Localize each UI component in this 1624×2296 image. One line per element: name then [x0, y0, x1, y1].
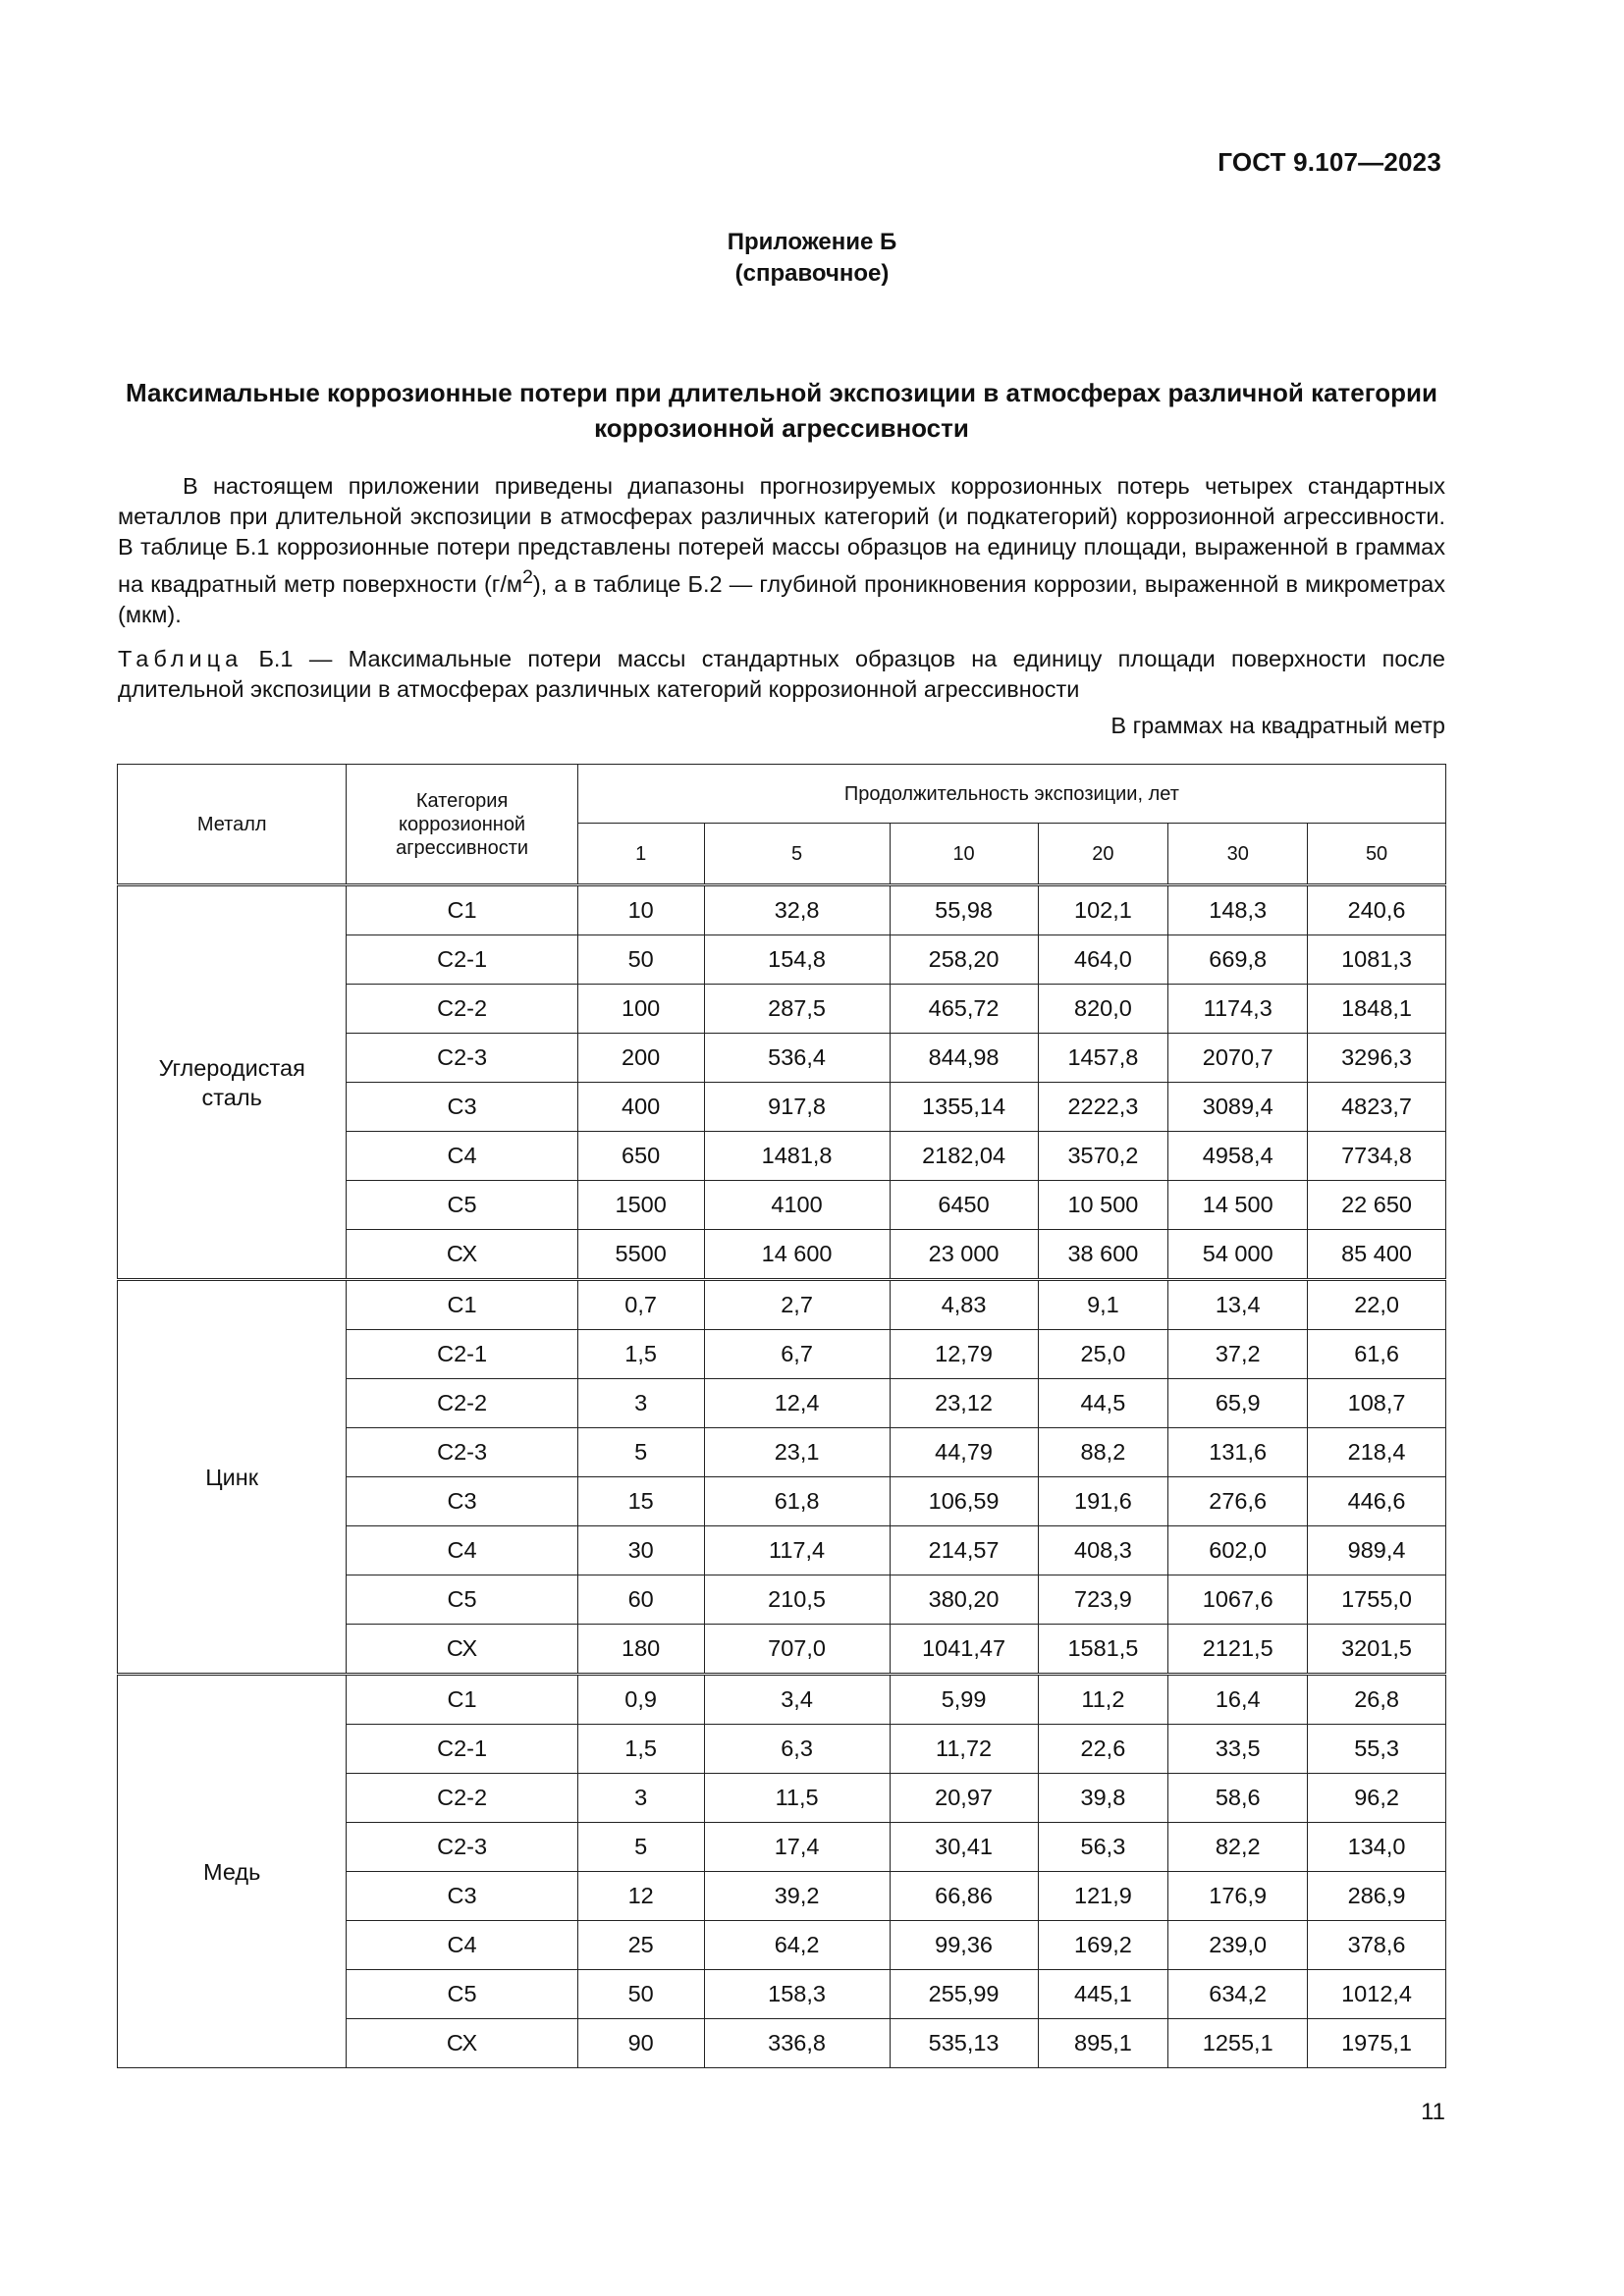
value-cell: 191,6 — [1038, 1477, 1168, 1526]
value-cell: 55,98 — [890, 885, 1038, 935]
value-cell: 17,4 — [704, 1823, 890, 1872]
category-cell: С2-2 — [347, 1774, 577, 1823]
intro-text-part2: ), а в таблице Б.2 — глубиной проникновения коррозии, выраженной в микрометрах (мкм). — [118, 570, 1445, 627]
value-cell: 3 — [577, 1774, 704, 1823]
category-cell: С3 — [347, 1872, 577, 1921]
value-cell: 2070,7 — [1168, 1034, 1308, 1083]
value-cell: 64,2 — [704, 1921, 890, 1970]
value-cell: 9,1 — [1038, 1280, 1168, 1330]
value-cell: 12 — [577, 1872, 704, 1921]
value-cell: 5 — [577, 1823, 704, 1872]
category-cell: С5 — [347, 1181, 577, 1230]
value-cell: 4100 — [704, 1181, 890, 1230]
category-cell: С1 — [347, 1280, 577, 1330]
value-cell: 3 — [577, 1379, 704, 1428]
value-cell: 44,79 — [890, 1428, 1038, 1477]
value-cell: 7734,8 — [1308, 1132, 1446, 1181]
value-cell: 1848,1 — [1308, 985, 1446, 1034]
value-cell: 6450 — [890, 1181, 1038, 1230]
value-cell: 0,9 — [577, 1675, 704, 1725]
corrosion-loss-table — [117, 764, 1446, 2068]
category-cell: С3 — [347, 1083, 577, 1132]
value-cell: 6,7 — [704, 1330, 890, 1379]
value-cell: 446,6 — [1308, 1477, 1446, 1526]
value-cell: 12,4 — [704, 1379, 890, 1428]
value-cell: 33,5 — [1168, 1725, 1308, 1774]
value-cell: 99,36 — [890, 1921, 1038, 1970]
value-cell: 22,6 — [1038, 1725, 1168, 1774]
document-code: ГОСТ 9.107—2023 — [1218, 147, 1441, 177]
value-cell: 55,3 — [1308, 1725, 1446, 1774]
value-cell: 336,8 — [704, 2019, 890, 2068]
header-year: 20 — [1038, 824, 1168, 885]
value-cell: 61,8 — [704, 1477, 890, 1526]
value-cell: 102,1 — [1038, 885, 1168, 935]
value-cell: 100 — [577, 985, 704, 1034]
value-cell: 989,4 — [1308, 1526, 1446, 1575]
value-cell: 1500 — [577, 1181, 704, 1230]
value-cell: 5,99 — [890, 1675, 1038, 1725]
value-cell: 22,0 — [1308, 1280, 1446, 1330]
value-cell: 2,7 — [704, 1280, 890, 1330]
intro-text-part1: В настоящем приложении приведены диапазоны прогнозируемых коррозионных потерь четырех стандартных металлов при длительной экспозиции в атмосферах различных категорий (и подкатегорий) коррозионной агрессивности. В таблице Б.1 коррозионные потери представлены потерей массы образцов на единицу площади, выраженной в граммах на квадратный метр поверхности (г/м — [118, 473, 1445, 597]
category-cell: СХ — [347, 1230, 577, 1280]
header-year: 5 — [704, 824, 890, 885]
value-cell: 3570,2 — [1038, 1132, 1168, 1181]
value-cell: 39,2 — [704, 1872, 890, 1921]
header-year: 50 — [1308, 824, 1446, 885]
value-cell: 400 — [577, 1083, 704, 1132]
value-cell: 14 500 — [1168, 1181, 1308, 1230]
table-caption — [118, 644, 1445, 705]
category-cell: СХ — [347, 2019, 577, 2068]
value-cell: 169,2 — [1038, 1921, 1168, 1970]
value-cell: 1481,8 — [704, 1132, 890, 1181]
value-cell: 535,13 — [890, 2019, 1038, 2068]
table-units: В граммах на квадратный метр — [1110, 713, 1445, 738]
value-cell: 1457,8 — [1038, 1034, 1168, 1083]
value-cell: 465,72 — [890, 985, 1038, 1034]
header-year: 1 — [577, 824, 704, 885]
value-cell: 50 — [577, 1970, 704, 2019]
category-cell: С4 — [347, 1132, 577, 1181]
value-cell: 239,0 — [1168, 1921, 1308, 1970]
header-year: 30 — [1168, 824, 1308, 885]
value-cell: 650 — [577, 1132, 704, 1181]
value-cell: 1755,0 — [1308, 1575, 1446, 1625]
value-cell: 108,7 — [1308, 1379, 1446, 1428]
value-cell: 1081,3 — [1308, 935, 1446, 985]
value-cell: 23,12 — [890, 1379, 1038, 1428]
category-cell: С2-2 — [347, 985, 577, 1034]
value-cell: 3089,4 — [1168, 1083, 1308, 1132]
value-cell: 1255,1 — [1168, 2019, 1308, 2068]
category-cell: С1 — [347, 1675, 577, 1725]
value-cell: 218,4 — [1308, 1428, 1446, 1477]
intro-paragraph — [118, 471, 1445, 630]
value-cell: 1041,47 — [890, 1625, 1038, 1675]
value-cell: 96,2 — [1308, 1774, 1446, 1823]
value-cell: 13,4 — [1168, 1280, 1308, 1330]
value-cell: 1355,14 — [890, 1083, 1038, 1132]
value-cell: 117,4 — [704, 1526, 890, 1575]
value-cell: 50 — [577, 935, 704, 985]
category-cell: СХ — [347, 1625, 577, 1675]
table-body — [118, 885, 1446, 2068]
value-cell: 32,8 — [704, 885, 890, 935]
value-cell: 23,1 — [704, 1428, 890, 1477]
value-cell: 602,0 — [1168, 1526, 1308, 1575]
value-cell: 65,9 — [1168, 1379, 1308, 1428]
value-cell: 30,41 — [890, 1823, 1038, 1872]
value-cell: 38 600 — [1038, 1230, 1168, 1280]
category-cell: С2-3 — [347, 1034, 577, 1083]
value-cell: 1,5 — [577, 1330, 704, 1379]
value-cell: 1,5 — [577, 1725, 704, 1774]
table-caption-text: Б.1 — Максимальные потери массы стандартных образцов на единицу площади поверхности после длительной экспозиции в атмосферах различных категорий коррозионной агрессивности — [118, 646, 1445, 702]
value-cell: 240,6 — [1308, 885, 1446, 935]
value-cell: 4,83 — [890, 1280, 1038, 1330]
value-cell: 378,6 — [1308, 1921, 1446, 1970]
value-cell: 39,8 — [1038, 1774, 1168, 1823]
value-cell: 154,8 — [704, 935, 890, 985]
value-cell: 56,3 — [1038, 1823, 1168, 1872]
value-cell: 210,5 — [704, 1575, 890, 1625]
section-title: Максимальные коррозионные потери при длительной экспозиции в атмосферах различной категории коррозионной агрессивности — [126, 378, 1437, 443]
category-cell: С2-3 — [347, 1428, 577, 1477]
value-cell: 380,20 — [890, 1575, 1038, 1625]
category-cell: С3 — [347, 1477, 577, 1526]
value-cell: 20,97 — [890, 1774, 1038, 1823]
category-cell: С2-1 — [347, 1330, 577, 1379]
value-cell: 11,5 — [704, 1774, 890, 1823]
category-cell: С5 — [347, 1970, 577, 2019]
header-category: Категория коррозионной агрессивности — [347, 765, 577, 885]
value-cell: 408,3 — [1038, 1526, 1168, 1575]
page-number: 11 — [1421, 2099, 1445, 2125]
value-cell: 3,4 — [704, 1675, 890, 1725]
value-cell: 464,0 — [1038, 935, 1168, 985]
value-cell: 85 400 — [1308, 1230, 1446, 1280]
value-cell: 58,6 — [1168, 1774, 1308, 1823]
annex-subtitle: (справочное) — [734, 260, 890, 287]
value-cell: 917,8 — [704, 1083, 890, 1132]
value-cell: 723,9 — [1038, 1575, 1168, 1625]
value-cell: 3201,5 — [1308, 1625, 1446, 1675]
value-cell: 1975,1 — [1308, 2019, 1446, 2068]
value-cell: 37,2 — [1168, 1330, 1308, 1379]
value-cell: 0,7 — [577, 1280, 704, 1330]
value-cell: 131,6 — [1168, 1428, 1308, 1477]
metal-cell: Углеродистая сталь — [118, 885, 347, 1280]
value-cell: 1012,4 — [1308, 1970, 1446, 2019]
category-cell: С2-3 — [347, 1823, 577, 1872]
value-cell: 1067,6 — [1168, 1575, 1308, 1625]
value-cell: 14 600 — [704, 1230, 890, 1280]
value-cell: 23 000 — [890, 1230, 1038, 1280]
value-cell: 66,86 — [890, 1872, 1038, 1921]
category-cell: С4 — [347, 1526, 577, 1575]
value-cell: 634,2 — [1168, 1970, 1308, 2019]
value-cell: 2222,3 — [1038, 1083, 1168, 1132]
value-cell: 134,0 — [1308, 1823, 1446, 1872]
value-cell: 895,1 — [1038, 2019, 1168, 2068]
category-cell: С2-2 — [347, 1379, 577, 1428]
value-cell: 158,3 — [704, 1970, 890, 2019]
value-cell: 1581,5 — [1038, 1625, 1168, 1675]
metal-cell: Медь — [118, 1675, 347, 2068]
value-cell: 286,9 — [1308, 1872, 1446, 1921]
value-cell: 180 — [577, 1625, 704, 1675]
value-cell: 54 000 — [1168, 1230, 1308, 1280]
value-cell: 121,9 — [1038, 1872, 1168, 1921]
value-cell: 5500 — [577, 1230, 704, 1280]
value-cell: 148,3 — [1168, 885, 1308, 935]
value-cell: 844,98 — [890, 1034, 1038, 1083]
value-cell: 536,4 — [704, 1034, 890, 1083]
value-cell: 10 — [577, 885, 704, 935]
value-cell: 16,4 — [1168, 1675, 1308, 1725]
table-row — [118, 885, 1446, 935]
value-cell: 15 — [577, 1477, 704, 1526]
value-cell: 11,72 — [890, 1725, 1038, 1774]
value-cell: 4958,4 — [1168, 1132, 1308, 1181]
value-cell: 44,5 — [1038, 1379, 1168, 1428]
value-cell: 669,8 — [1168, 935, 1308, 985]
value-cell: 12,79 — [890, 1330, 1038, 1379]
metal-cell: Цинк — [118, 1280, 347, 1675]
table-caption-label: Таблица — [118, 646, 244, 671]
category-cell: С4 — [347, 1921, 577, 1970]
value-cell: 25 — [577, 1921, 704, 1970]
table-row — [118, 1675, 1446, 1725]
value-cell: 445,1 — [1038, 1970, 1168, 2019]
value-cell: 88,2 — [1038, 1428, 1168, 1477]
annex-title: Приложение Б — [727, 229, 897, 255]
value-cell: 11,2 — [1038, 1675, 1168, 1725]
value-cell: 90 — [577, 2019, 704, 2068]
table-row — [118, 1280, 1446, 1330]
value-cell: 255,99 — [890, 1970, 1038, 2019]
value-cell: 10 500 — [1038, 1181, 1168, 1230]
header-metal: Металл — [118, 765, 347, 885]
value-cell: 4823,7 — [1308, 1083, 1446, 1132]
value-cell: 30 — [577, 1526, 704, 1575]
value-cell: 5 — [577, 1428, 704, 1477]
intro-superscript: 2 — [522, 566, 533, 588]
value-cell: 214,57 — [890, 1526, 1038, 1575]
category-cell: С1 — [347, 885, 577, 935]
value-cell: 2121,5 — [1168, 1625, 1308, 1675]
category-cell: С2-1 — [347, 1725, 577, 1774]
value-cell: 707,0 — [704, 1625, 890, 1675]
category-cell: С5 — [347, 1575, 577, 1625]
value-cell: 287,5 — [704, 985, 890, 1034]
value-cell: 106,59 — [890, 1477, 1038, 1526]
value-cell: 25,0 — [1038, 1330, 1168, 1379]
value-cell: 26,8 — [1308, 1675, 1446, 1725]
value-cell: 258,20 — [890, 935, 1038, 985]
value-cell: 3296,3 — [1308, 1034, 1446, 1083]
value-cell: 6,3 — [704, 1725, 890, 1774]
value-cell: 176,9 — [1168, 1872, 1308, 1921]
value-cell: 200 — [577, 1034, 704, 1083]
value-cell: 1174,3 — [1168, 985, 1308, 1034]
value-cell: 22 650 — [1308, 1181, 1446, 1230]
value-cell: 276,6 — [1168, 1477, 1308, 1526]
header-year: 10 — [890, 824, 1038, 885]
category-cell: С2-1 — [347, 935, 577, 985]
value-cell: 820,0 — [1038, 985, 1168, 1034]
header-duration: Продолжительность экспозиции, лет — [577, 765, 1445, 824]
value-cell: 60 — [577, 1575, 704, 1625]
value-cell: 61,6 — [1308, 1330, 1446, 1379]
value-cell: 82,2 — [1168, 1823, 1308, 1872]
value-cell: 2182,04 — [890, 1132, 1038, 1181]
